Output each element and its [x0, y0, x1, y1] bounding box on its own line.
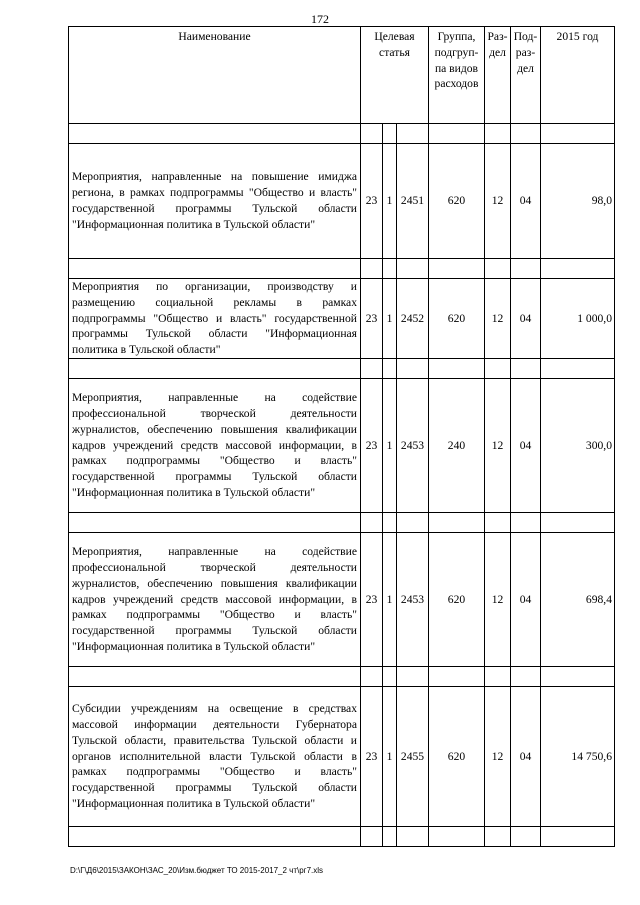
cell-article-code-3: 2453 — [397, 378, 429, 512]
cell-name: Мероприятия по организации, производству и размещению социальной рекламы в рамках подпрограммы "Общество и власть" государственной программы Тульской области "Информационная политика в Тульской области" — [69, 279, 361, 359]
spacer-cell — [361, 826, 383, 846]
cell-subsection: 04 — [511, 378, 541, 512]
table-body — [69, 124, 615, 847]
cell-article-code-3: 2451 — [397, 144, 429, 259]
spacer-cell — [397, 259, 429, 279]
spacer-cell — [511, 512, 541, 532]
cell-section: 12 — [485, 378, 511, 512]
cell-subsection: 04 — [511, 144, 541, 259]
header-subsection: Под-раз-дел — [511, 27, 541, 124]
cell-section: 12 — [485, 144, 511, 259]
spacer-cell — [511, 124, 541, 144]
spacer-cell — [541, 666, 615, 686]
cell-expense-group: 620 — [429, 532, 485, 666]
cell-article-code-1: 23 — [361, 686, 383, 826]
cell-article-code-3: 2452 — [397, 279, 429, 359]
spacer-cell — [511, 358, 541, 378]
spacer-cell — [69, 666, 361, 686]
row-spacer — [69, 259, 615, 279]
cell-article-code-3: 2453 — [397, 532, 429, 666]
cell-article-code-2: 1 — [383, 532, 397, 666]
cell-expense-group: 620 — [429, 279, 485, 359]
cell-expense-group: 620 — [429, 686, 485, 826]
cell-name: Мероприятия, направленные на повышение имиджа региона, в рамках подпрограммы "Общество и власть" государственной программы Тульской области "Информационная политика в Тульской области" — [69, 144, 361, 259]
cell-article-code-3: 2455 — [397, 686, 429, 826]
table-row — [69, 144, 615, 259]
spacer-cell — [511, 259, 541, 279]
footer-file-path: D:\Г\Д6\2015\ЗАКОН\ЗАС_20\Изм.бюджет ТО 2015-2017_2 чт\рг7.xls — [70, 866, 324, 875]
cell-article-code-2: 1 — [383, 279, 397, 359]
cell-amount-2015: 98,0 — [541, 144, 615, 259]
cell-article-code-1: 23 — [361, 378, 383, 512]
spacer-cell — [485, 124, 511, 144]
spacer-cell — [541, 512, 615, 532]
cell-article-code-1: 23 — [361, 532, 383, 666]
spacer-cell — [397, 512, 429, 532]
table-header-row — [69, 27, 615, 124]
cell-section: 12 — [485, 686, 511, 826]
cell-section: 12 — [485, 532, 511, 666]
cell-subsection: 04 — [511, 686, 541, 826]
spacer-cell — [69, 512, 361, 532]
cell-amount-2015: 1 000,0 — [541, 279, 615, 359]
table-row — [69, 532, 615, 666]
spacer-cell — [397, 124, 429, 144]
spacer-cell — [429, 512, 485, 532]
spacer-cell — [69, 826, 361, 846]
cell-name: Мероприятия, направленные на содействие профессиональной творческой деятельности журналистов, обеспечению повышения квалификации кадров учреждений средств массовой информации, в рамках подпрограммы "Общество и власть" государственной программы Тульской области "Информационная политика в Тульской области" — [69, 378, 361, 512]
cell-article-code-2: 1 — [383, 378, 397, 512]
row-spacer — [69, 826, 615, 846]
header-expense-group: Группа, подгруп-па видов расходов — [429, 27, 485, 124]
spacer-cell — [429, 124, 485, 144]
header-year-2015: 2015 год — [541, 27, 615, 124]
spacer-cell — [383, 512, 397, 532]
cell-expense-group: 620 — [429, 144, 485, 259]
spacer-cell — [69, 259, 361, 279]
spacer-cell — [383, 259, 397, 279]
spacer-cell — [361, 124, 383, 144]
spacer-cell — [511, 826, 541, 846]
cell-name: Субсидии учреждениям на освещение в средствах массовой информации деятельности Губернатора Тульской области, правительства Тульской области и органов исполнительной власти Тульской области в рамках подпрограммы "Общество и власть" государственной программы Тульской области "Информационная политика в Тульской области" — [69, 686, 361, 826]
cell-name: Мероприятия, направленные на содействие профессиональной творческой деятельности журналистов, обеспечению повышения квалификации кадров учреждений средств массовой информации, в рамках подпрограммы "Общество и власть" государственной программы Тульской области "Информационная политика в Тульской области" — [69, 532, 361, 666]
spacer-cell — [397, 666, 429, 686]
table-row — [69, 686, 615, 826]
page-number: 172 — [311, 12, 329, 26]
spacer-cell — [397, 358, 429, 378]
spacer-cell — [485, 259, 511, 279]
header-target-article: Целевая статья — [361, 27, 429, 124]
spacer-cell — [541, 259, 615, 279]
spacer-cell — [361, 666, 383, 686]
spacer-cell — [397, 826, 429, 846]
cell-article-code-2: 1 — [383, 686, 397, 826]
cell-amount-2015: 698,4 — [541, 532, 615, 666]
row-spacer — [69, 358, 615, 378]
table-row — [69, 279, 615, 359]
cell-article-code-1: 23 — [361, 144, 383, 259]
spacer-cell — [361, 512, 383, 532]
spacer-cell — [429, 259, 485, 279]
cell-expense-group: 240 — [429, 378, 485, 512]
spacer-cell — [383, 826, 397, 846]
row-spacer — [69, 512, 615, 532]
budget-table — [68, 26, 615, 847]
spacer-cell — [541, 358, 615, 378]
cell-article-code-1: 23 — [361, 279, 383, 359]
cell-subsection: 04 — [511, 279, 541, 359]
spacer-cell — [383, 124, 397, 144]
spacer-cell — [69, 358, 361, 378]
spacer-cell — [541, 826, 615, 846]
spacer-cell — [511, 666, 541, 686]
cell-amount-2015: 14 750,6 — [541, 686, 615, 826]
cell-subsection: 04 — [511, 532, 541, 666]
cell-section: 12 — [485, 279, 511, 359]
spacer-cell — [361, 259, 383, 279]
cell-article-code-2: 1 — [383, 144, 397, 259]
header-name: Наименование — [69, 27, 361, 124]
spacer-cell — [429, 826, 485, 846]
spacer-cell — [485, 666, 511, 686]
header-section: Раз-дел — [485, 27, 511, 124]
row-spacer — [69, 124, 615, 144]
row-spacer — [69, 666, 615, 686]
cell-amount-2015: 300,0 — [541, 378, 615, 512]
spacer-cell — [383, 666, 397, 686]
spacer-cell — [485, 826, 511, 846]
spacer-cell — [485, 512, 511, 532]
spacer-cell — [429, 666, 485, 686]
spacer-cell — [361, 358, 383, 378]
spacer-cell — [541, 124, 615, 144]
spacer-cell — [69, 124, 361, 144]
table-row — [69, 378, 615, 512]
spacer-cell — [429, 358, 485, 378]
spacer-cell — [485, 358, 511, 378]
spacer-cell — [383, 358, 397, 378]
